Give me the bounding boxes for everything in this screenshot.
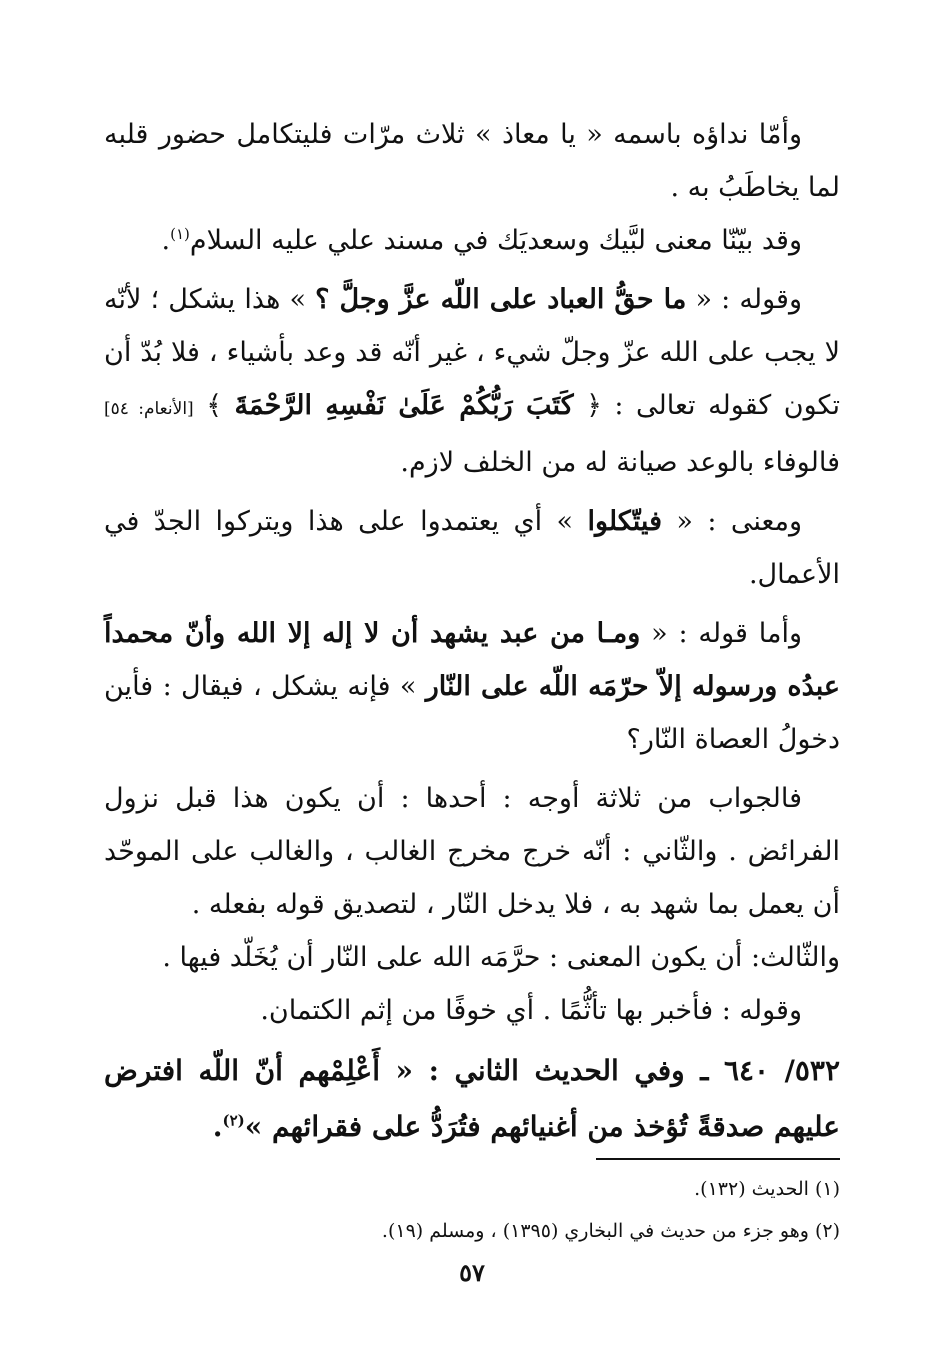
paragraph-answer — [104, 772, 840, 931]
text-run: » فإنه يشكل ، فيقال : فأين دخولُ العصاة النّار؟ — [104, 671, 840, 755]
text-run: ﴾ — [193, 390, 235, 421]
paragraph-yattakilu — [104, 495, 840, 601]
page-number: ٥٧ — [459, 1258, 485, 1287]
paragraph-labbayk — [104, 214, 840, 267]
text-run: فالوفاء بالوعد صيانة له من الخلف لازم. — [400, 447, 840, 478]
text-run: . — [161, 225, 171, 256]
text-run: ومعنى : « — [662, 506, 802, 537]
footnote-ref-2: (٢) — [222, 1111, 245, 1130]
text-run: فالجواب من ثلاثة أوجه : أحدها : أن يكون هذا قبل نزول الفرائض . والثّاني : أنّه خرج مخرج الغالب ، والغالب على الموحّد أن يعمل بما شهد به ، فلا يدخل النّار ، لتصديق قوله بفعله . — [104, 783, 840, 920]
text-run: وأمّا نداؤه باسمه « يا معاذ » ثلاث مرّات فليتكامل حضور قلبه لما يخاطَبُ به . — [104, 119, 840, 203]
paragraph-tathamman — [104, 984, 840, 1037]
text-run: وأما قوله : « — [640, 618, 802, 649]
footnote-2: (٢) وهو جزء من حديث في البخاري (١٣٩٥) ، ومسلم (١٩). — [381, 1220, 840, 1242]
main-text — [104, 108, 840, 1155]
text-run: وفي الحديث الثاني : « — [380, 1054, 685, 1087]
text-run: وقوله : « — [686, 284, 802, 315]
text-run: » — [244, 1110, 272, 1143]
footnote-separator — [596, 1158, 840, 1160]
text-run: » هذا يشكل ؛ لأنّه لا يجب على الله عزّ وجلّ شيء ، غير أنّه قد وعد بأشياء ، فلا بُدّ أن تكون كقوله تعالى : ﴿ — [104, 284, 840, 421]
text-run: . — [212, 1110, 223, 1143]
hadith-heading — [104, 1043, 840, 1155]
paragraph-answer-third — [104, 931, 840, 984]
paragraph-right-of-servants — [104, 273, 840, 489]
hadith-quote: ما حقُّ العباد على اللّه عزَّ وجلَّ ؟ — [315, 284, 687, 315]
verse-reference: [الأنعام: ٥٤] — [104, 399, 194, 419]
hadith-quote: فيتّكلوا — [587, 506, 662, 537]
text-run: والثّالث: أن يكون المعنى : حرَّمَه الله على النّار أن يُخَلّد فيها . — [162, 942, 840, 973]
hadith-quote: أَعْلِمْهم أنّ اللّه افترض عليهم صدقةً تُؤخذ من أغنيائهم فتُرَدُّ على فقرائهم — [104, 1054, 840, 1143]
paragraph-shahada — [104, 607, 840, 766]
hadith-number: ٥٣٢/ ٦٤٠ ـ — [684, 1054, 840, 1087]
footnotes — [104, 1168, 840, 1252]
text-run: » أي يعتمدوا على هذا ويتركوا الجدّ في الأعمال. — [104, 506, 840, 590]
text-run: وقوله : فأخبر بها تأثُّمًا . أي خوفًا من إثم الكتمان. — [260, 995, 802, 1026]
paragraph-muadh-call — [104, 108, 840, 214]
quran-verse: كَتَبَ رَبُّكُمْ عَلَىٰ نَفْسِهِ الرَّحْمَةَ — [234, 390, 574, 421]
text-run: وقد بيّنّا معنى لبَّيك وسعديَك في مسند علي عليه السلام — [189, 225, 802, 256]
footnote-ref-1: (١) — [170, 225, 190, 243]
footnote-1: (١) الحديث (١٣٢). — [694, 1178, 840, 1200]
hadith-quote: ومـا من عبد يشهد أن لا إله إلا الله وأنّ محمداً عبدُه ورسوله إلاّ حرّمَه اللّه على النّار — [104, 618, 840, 702]
